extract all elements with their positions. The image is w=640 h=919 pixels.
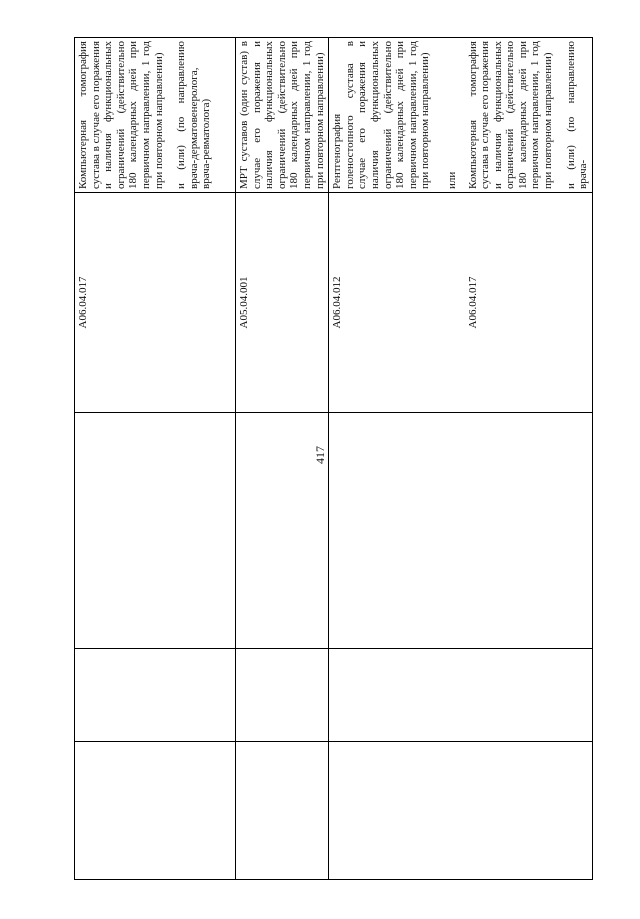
description-text: Компьютерная томография сустава в случае его поражения и наличия функциональных ограничений (действительно 180 календарных дней при первичном направлении, 1 год при повторном направлении) bbox=[466, 41, 555, 189]
table-cell bbox=[236, 413, 329, 649]
table-cell bbox=[75, 742, 236, 880]
table-cell bbox=[329, 742, 593, 880]
description-suffix: и (или) (по направлению врача-дерматовенеролога, врача-ревматолога) bbox=[175, 41, 213, 189]
code-cell: A06.04.017 bbox=[75, 193, 236, 413]
table-row bbox=[236, 38, 329, 880]
table-cell bbox=[75, 413, 236, 649]
code-cell: A05.04.001 bbox=[236, 193, 329, 413]
description-cell bbox=[329, 38, 593, 193]
code-text: A06.04.012 bbox=[331, 276, 344, 329]
page-number: 417 bbox=[313, 446, 327, 464]
description-text: Компьютерная томография сустава в случае его поражения и наличия функциональных ограничений (действительно 180 календарных дней при первичном направлении, 1 год при повторном направлении) bbox=[77, 41, 165, 189]
table-cell bbox=[329, 649, 593, 742]
table-cell bbox=[329, 413, 593, 649]
description-cell bbox=[75, 38, 236, 193]
code-text: A06.04.017 bbox=[466, 276, 479, 329]
description-suffix: и (или) (по направлению врача- bbox=[564, 41, 590, 189]
table-cell bbox=[236, 649, 329, 742]
table-cell bbox=[75, 649, 236, 742]
description-cell bbox=[236, 38, 329, 193]
table-cell bbox=[236, 742, 329, 880]
description-suffix: или bbox=[445, 171, 458, 189]
table-row bbox=[329, 38, 593, 880]
description-text: МРТ суставов (один сустав) в случае его поражения и наличия функциональных ограничений (действительно 180 календарных дней при первичном направлении, 1 год при повторном направлении) bbox=[238, 41, 326, 189]
rotated-table-container bbox=[74, 38, 590, 880]
code-cell bbox=[329, 193, 593, 413]
description-text: Рентгенография голеностопного сустава в случае его поражения и наличия функциональных ограничений (действительно 180 календарных дней при первичном направлении, 1 год при повторном направлении) bbox=[331, 41, 432, 189]
examinations-table bbox=[74, 37, 593, 880]
table-row bbox=[75, 38, 236, 880]
